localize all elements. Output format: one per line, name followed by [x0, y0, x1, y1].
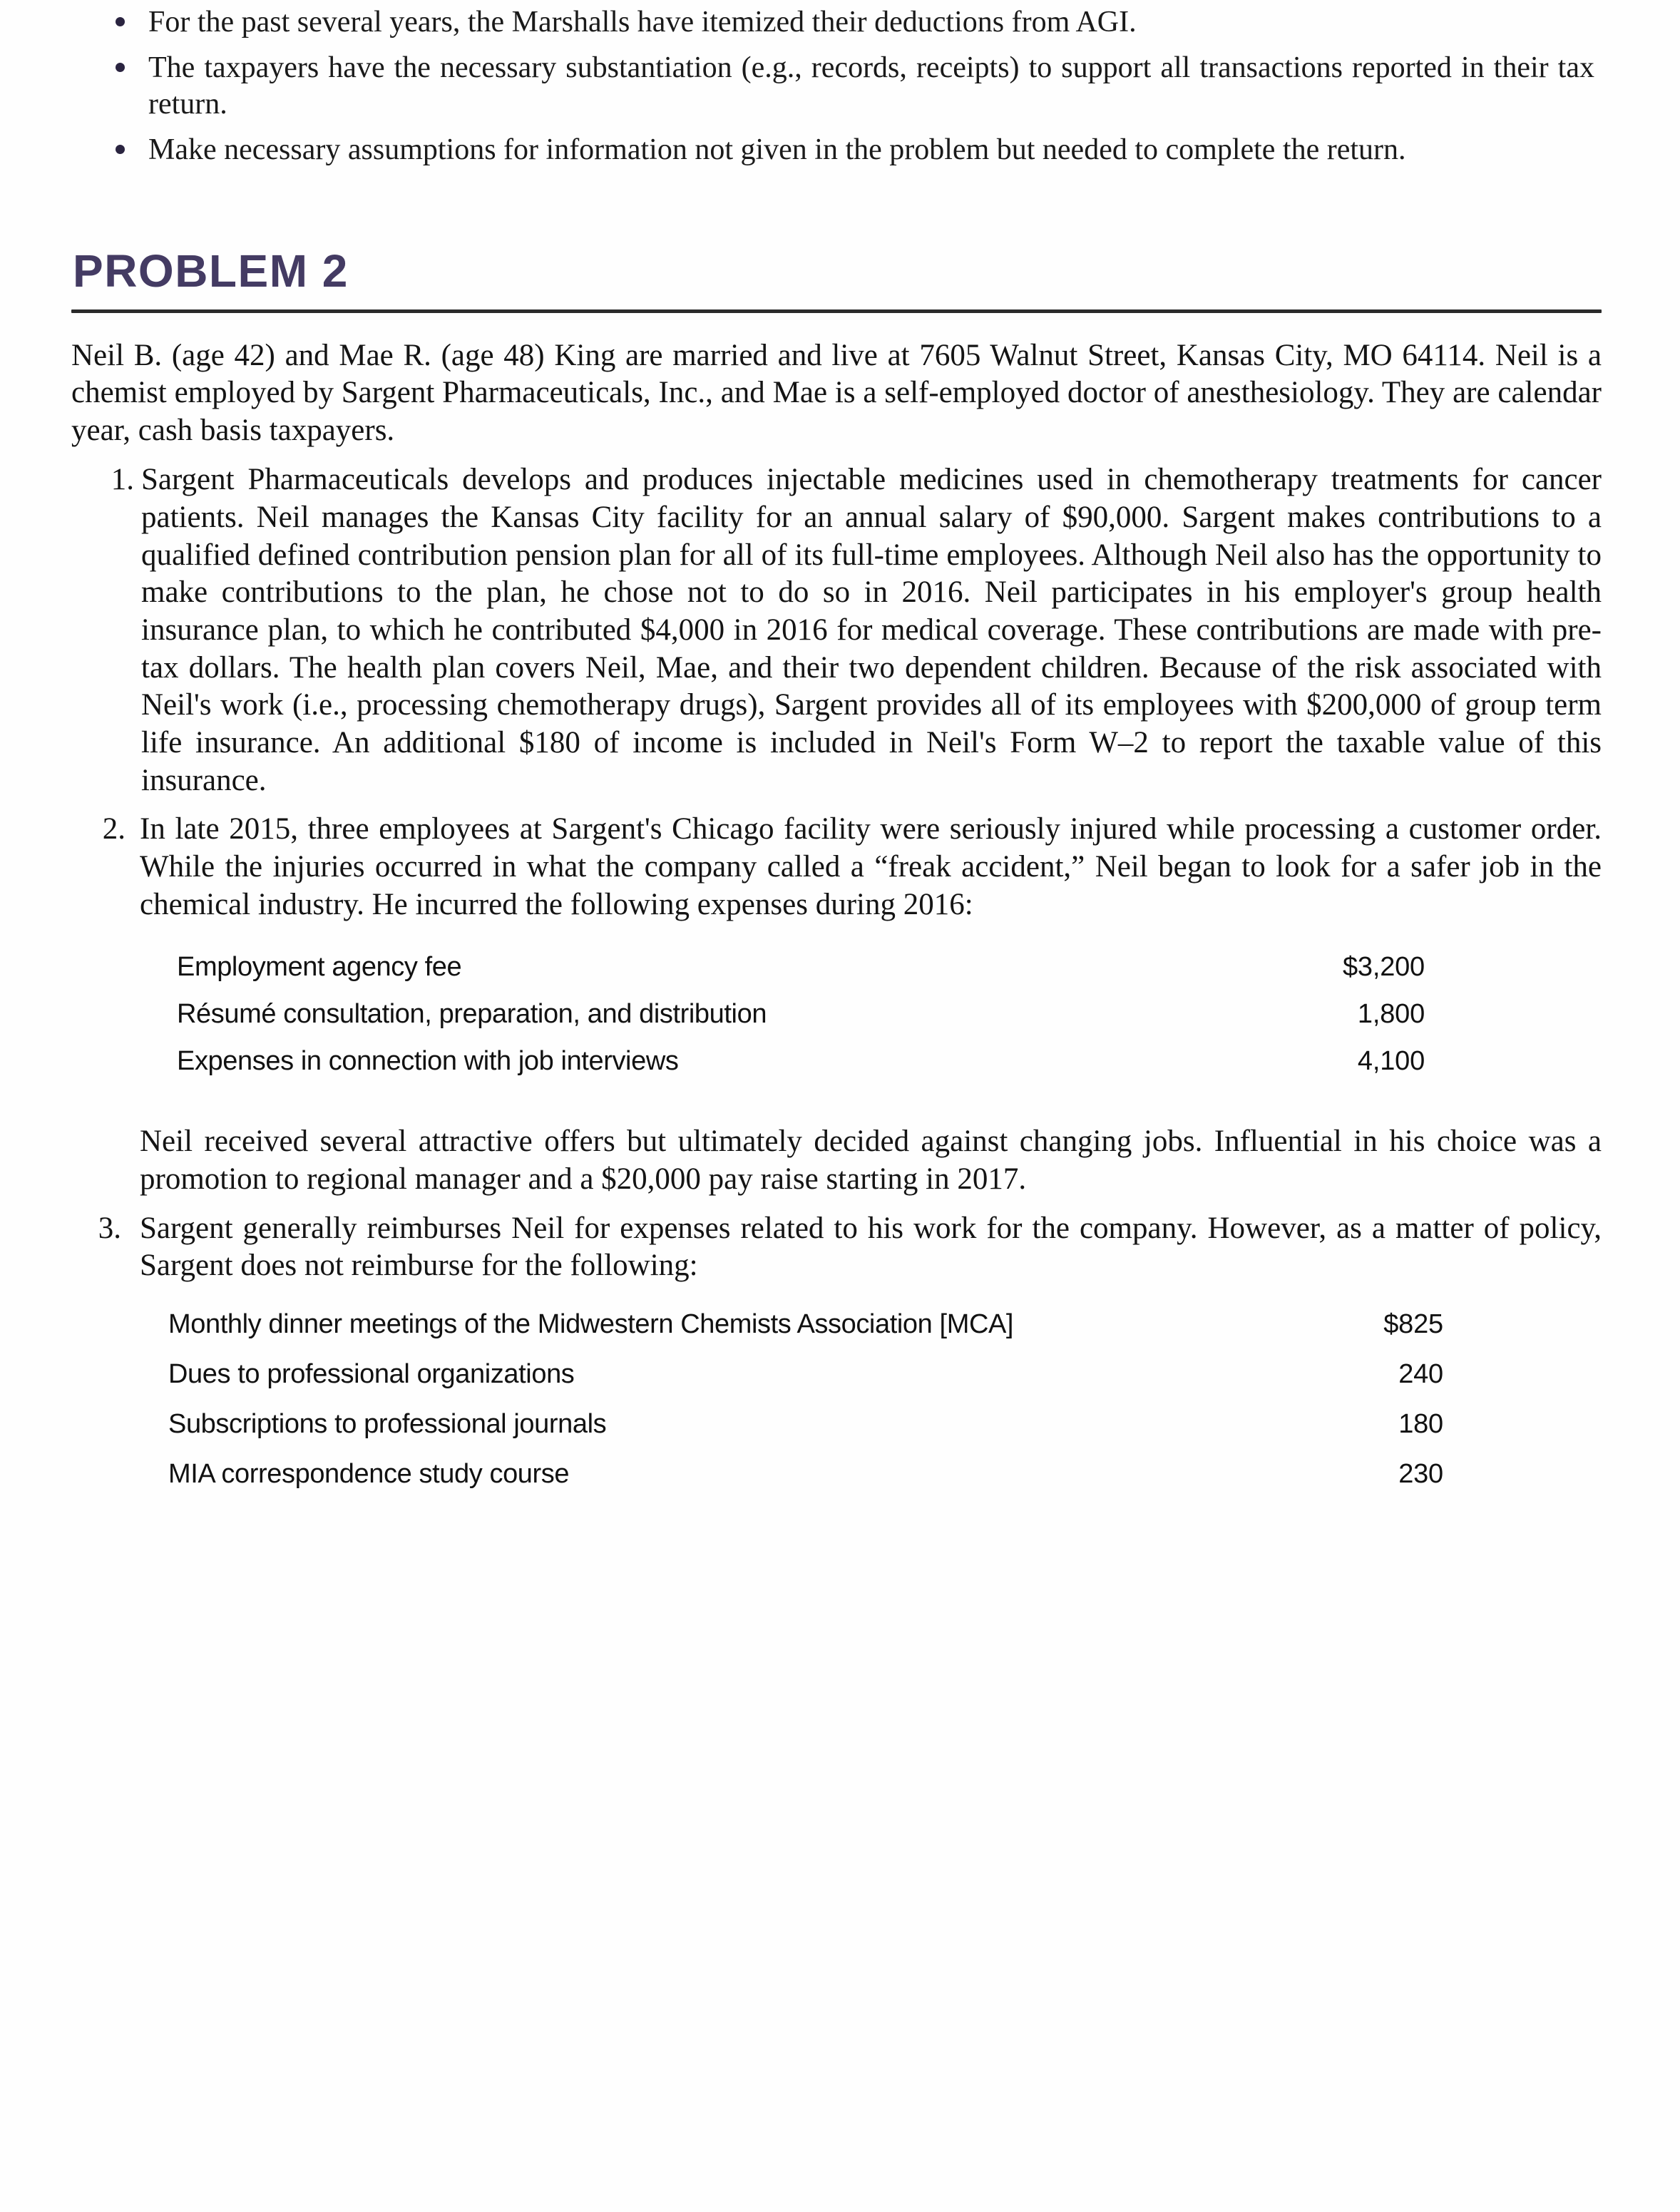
bullet-text: For the past several years, the Marshalls have itemized their deductions from AGI.: [148, 6, 1137, 39]
job-search-expenses-table: [71, 953, 1602, 1095]
problem-numbered-list: [71, 461, 1602, 923]
expense-label: Subscriptions to professional journals: [168, 1408, 607, 1439]
list-item-text: Sargent generally reimburses Neil for expenses related to his work for the company. However, as a matter of policy, Sargent does not reimburse for the following:: [140, 1211, 1602, 1283]
list-item: [71, 811, 1602, 923]
offers-paragraph: Neil received several attractive offers but ultimately decided against changing jobs. Influential in his choice was a promotion to regional manager and a $20,000 pay raise starting in 2017.: [140, 1125, 1602, 1196]
expense-label: Expenses in connection with job interviews: [177, 1046, 679, 1077]
table-row: [71, 1410, 1602, 1460]
bullet-text: The taxpayers have the necessary substantiation (e.g., records, receipts) to support all transactions reported in their tax return.: [148, 51, 1594, 121]
list-item-text: In late 2015, three employees at Sargent's Chicago facility were seriously injured while processing a customer order. While the injuries occurred in what the company called a “freak accident,” Neil began to look for a safer job in the chemical industry. He incurred the following expenses during 2016:: [140, 812, 1602, 921]
list-item: [71, 50, 1602, 122]
expense-amount: $825: [1383, 1309, 1443, 1339]
unreimbursed-expenses-table: [71, 1311, 1602, 1510]
list-item: [71, 132, 1602, 168]
expense-label: Dues to professional organizations: [168, 1358, 575, 1389]
bullet-dot-icon: [116, 17, 125, 26]
bullet-text: Make necessary assumptions for information not given in the problem but needed to complete the return.: [148, 133, 1406, 167]
table-row: [71, 1311, 1602, 1361]
expense-label: Monthly dinner meetings of the Midwestern Chemists Association [MCA]: [168, 1309, 1014, 1339]
bullet-dot-icon: [116, 63, 125, 72]
expense-amount: 240: [1398, 1358, 1443, 1389]
expense-label: MIA correspondence study course: [168, 1458, 570, 1489]
table-row: [71, 1361, 1602, 1410]
list-item-number: 2.: [102, 812, 126, 846]
expense-label: Employment agency fee: [177, 952, 462, 983]
problem-heading-block: [71, 245, 1602, 313]
assumptions-bullet-list: [71, 0, 1602, 168]
list-item-number: 1.: [111, 463, 134, 497]
expense-amount: 4,100: [1357, 1046, 1425, 1077]
list-item: [71, 1210, 1602, 1285]
problem-intro-paragraph: Neil B. (age 42) and Mae R. (age 48) King are married and live at 7605 Walnut Street, Kansas City, MO 64114. Neil is a chemist employed by Sargent Pharmaceuticals, Inc., and Mae is a self-employed doctor of anesthesiology. They are calendar year, cash basis taxpayers.: [71, 338, 1602, 448]
list-item: [71, 461, 1602, 799]
problem-numbered-list-continued: [71, 1210, 1602, 1285]
list-item-number: 3.: [98, 1211, 121, 1245]
expense-amount: $3,200: [1342, 952, 1425, 983]
expense-label: Résumé consultation, preparation, and distribution: [177, 999, 767, 1030]
list-item: [71, 4, 1602, 40]
bullet-dot-icon: [116, 145, 125, 154]
heading-divider: [71, 309, 1602, 313]
expense-amount: 230: [1398, 1458, 1443, 1489]
list-item-text: Sargent Pharmaceuticals develops and produces injectable medicines used in chemotherapy treatments for cancer patients. Neil manages the Kansas City facility for an annual salary of $90,000. Sargent makes contributions to a qualified defined contribution pension plan for all of its full-time employees. Although Neil also has the opportunity to make contributions to the plan, he chose not to do so in 2016. Neil participates in his employer's group health insurance plan, to which he contributed $4,000 in 2016 for medical coverage. These contributions are made with pre-tax dollars. The health plan covers Neil, Mae, and their two dependent children. Because of the risk associated with Neil's work (i.e., processing chemotherapy drugs), Sargent provides all of its employees with $200,000 of group term life insurance. An additional $180 of income is included in Neil's Form W–2 to report the taxable value of this insurance.: [141, 463, 1602, 797]
table-row: [71, 953, 1602, 1000]
table-row: [71, 1048, 1602, 1095]
table-row: [71, 1460, 1602, 1510]
table-row: [71, 1000, 1602, 1048]
expense-amount: 1,800: [1357, 999, 1425, 1030]
expense-amount: 180: [1398, 1408, 1443, 1439]
page-title: PROBLEM 2: [73, 245, 349, 297]
